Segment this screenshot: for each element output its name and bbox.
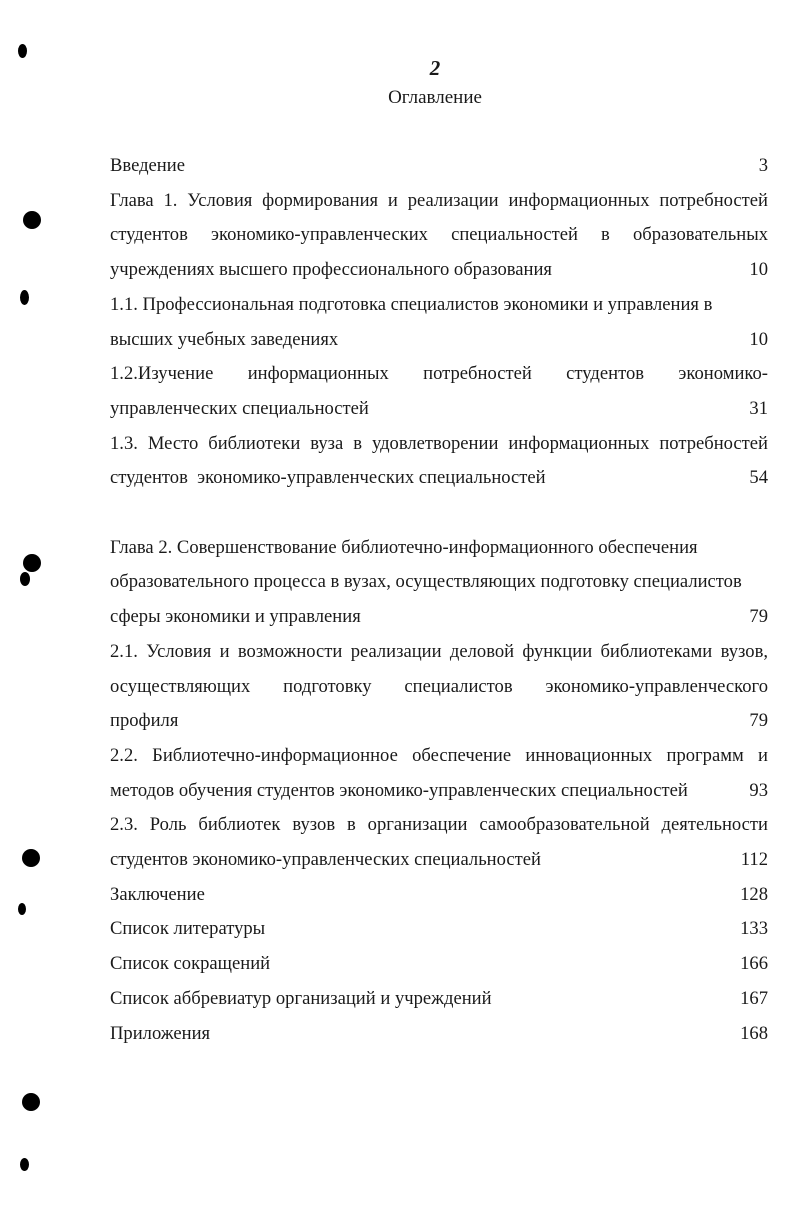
binder-hole [22,1093,40,1111]
toc-entry-line: 2.1. Условия и возможности реализации деловой функции библиотеками вузов, [110,640,768,662]
toc-entry-section-2-2[interactable] [110,739,768,808]
toc-entry-title: методов обучения студентов экономико-управленческих специальностей [110,779,688,801]
toc-entry-section-2-1[interactable] [110,635,768,739]
binder-hole-mark [20,1158,29,1171]
page-title: Оглавление [388,87,482,108]
binder-hole-mark [20,572,30,586]
toc-entry-appendices[interactable] [110,1017,768,1052]
toc-entry-line: студентов экономико-управленческих специальностей в образовательных [110,224,768,246]
toc-entry-page: 168 [740,1022,768,1044]
binder-hole [23,554,41,572]
binder-hole-mark [20,290,29,305]
toc-entry-line: образовательного процесса в вузах, осуществляющих подготовку специалистов [110,571,742,593]
toc-entry-title: Введение [110,155,185,176]
toc-entry-line: Глава 2. Совершенствование библиотечно-информационного обеспечения [110,536,698,558]
toc-entry-line: 2.2. Библиотечно-информационное обеспечение инновационных программ и [110,744,768,766]
binder-hole [23,211,41,229]
toc-entry-line: 2.3. Роль библиотек вузов в организации самообразовательной деятельности [110,814,768,836]
toc-entry-title: Список аббревиатур организаций и учреждений [110,987,492,1009]
toc-entry-title: студентов экономико-управленческих специальностей [110,467,546,489]
toc-entry-section-1-2[interactable] [110,357,768,426]
toc-entry-section-1-1[interactable] [110,288,768,357]
toc-entry-page: 79 [749,606,768,628]
toc-entry-chapter-2[interactable] [110,531,768,635]
toc-entry-title: сферы экономики и управления [110,606,361,628]
toc-entry-page: 93 [749,779,768,801]
binder-hole-mark [18,903,26,915]
toc-entry-title: Список литературы [110,918,266,940]
toc-entry-page: 79 [749,710,768,732]
toc-entry-title: учреждениях высшего профессионального образования [110,259,552,281]
toc-entry-line: Глава 1. Условия формирования и реализации информационных потребностей [110,189,768,211]
toc-entry-page: 167 [740,987,768,1009]
toc-entry-bibliography[interactable] [110,912,768,947]
toc-entry-line: 1.3. Место библиотеки вуза в удовлетворении информационных потребностей [110,432,768,454]
toc-entry-title: Приложения [110,1022,211,1044]
toc-entry-page: 128 [740,883,768,905]
toc-entry-title: профиля [110,710,179,732]
toc-entry-organization-abbreviations[interactable] [110,982,768,1017]
toc-entry-page: 31 [749,397,768,419]
binder-hole [22,849,40,867]
toc-entry-title: Список сокращений [110,953,271,975]
toc-entry-title: высших учебных заведениях [110,328,339,350]
toc-entry-abbreviations[interactable] [110,947,768,982]
toc-entry-page: 133 [740,918,768,940]
toc-entry-section-2-3[interactable] [110,808,768,877]
toc-entry-page: 54 [749,467,768,489]
toc-entry-section-1-3[interactable] [110,427,768,496]
toc-entry-title: Заключение [110,883,205,905]
toc-entry-page: 3 [758,155,768,176]
toc-entry-introduction[interactable] [110,149,768,184]
toc-entry-line: осуществляющих подготовку специалистов экономико-управленческого [110,675,768,697]
toc-entry-conclusion[interactable] [110,878,768,913]
page-number: 2 [429,56,441,80]
toc-entry-page: 166 [740,953,768,975]
toc-entry-page: 10 [749,259,768,281]
toc-entry-line: 1.2.Изучение информационных потребностей студентов экономико- [110,363,768,385]
toc-entry-title: управленческих специальностей [110,397,369,419]
toc-entry-title: студентов экономико-управленческих специальностей [110,849,541,871]
toc-entry-page: 10 [749,328,768,350]
table-of-contents [110,149,768,1051]
toc-entry-page: 112 [740,849,768,871]
toc-entry-line: 1.1. Профессиональная подготовка специалистов экономики и управления в [110,293,713,315]
toc-entry-chapter-1[interactable] [110,184,768,288]
